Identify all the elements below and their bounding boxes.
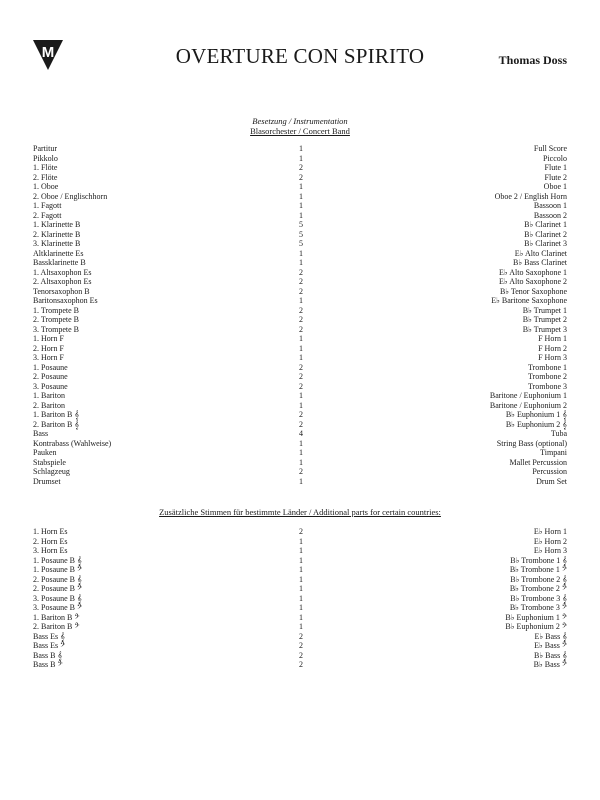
- part-name-english: F Horn 2: [538, 343, 567, 353]
- part-row: [33, 325, 567, 335]
- part-name-german: 3. Trompete B: [33, 324, 80, 334]
- part-name-english: Mallet Percussion: [509, 457, 567, 467]
- part-row: [33, 287, 567, 297]
- part-row: [33, 477, 567, 487]
- part-name-german: 1. Horn F: [33, 334, 64, 343]
- part-name-german: 2. Oboe / Englischhorn: [33, 191, 108, 201]
- part-count: 1: [299, 296, 303, 305]
- part-name-english: B♭ Clarinet 2: [524, 229, 567, 239]
- part-row: [33, 144, 567, 154]
- part-count: 2: [299, 660, 303, 669]
- part-count: 1: [299, 153, 303, 163]
- part-row: [33, 410, 567, 420]
- part-name-german: 1. Posaune: [33, 362, 68, 372]
- part-count: 1: [299, 574, 303, 584]
- part-count: 1: [299, 191, 303, 201]
- part-count: 2: [299, 277, 303, 286]
- part-name-german: 2. Posaune: [33, 372, 68, 381]
- part-name-english: E♭ Alto Saxophone 2: [499, 277, 567, 286]
- part-count: 2: [299, 381, 303, 391]
- composer-name: Thomas Doss: [498, 53, 567, 67]
- additional-parts-list: [33, 527, 567, 670]
- part-row: [33, 220, 567, 230]
- part-name-german: Drumset: [33, 476, 61, 486]
- additional-parts-caption: Zusätzliche Stimmen für bestimmte Länder / Additional parts for certain countries:: [159, 507, 441, 517]
- part-row: [33, 201, 567, 211]
- part-name-german: 2. Fagott: [33, 210, 62, 220]
- part-name-german: Schlagzeug: [33, 467, 70, 476]
- part-count: 1: [299, 565, 303, 574]
- part-name-german: Bassklarinette B: [33, 258, 86, 267]
- part-name-english: Bassoon 2: [533, 210, 567, 220]
- part-row: [33, 660, 567, 670]
- part-count: 1: [299, 622, 303, 631]
- part-row: [33, 382, 567, 392]
- part-row: [33, 372, 567, 382]
- part-row: [33, 277, 567, 287]
- part-row: [33, 315, 567, 325]
- part-count: 1: [299, 546, 303, 555]
- part-name-english: Piccolo: [543, 153, 567, 163]
- part-count: 1: [299, 258, 303, 267]
- part-count: 1: [299, 603, 303, 612]
- part-name-english: B♭ Tenor Saxophone: [499, 286, 567, 296]
- part-name-german: 2. Posaune B 𝄢: [33, 584, 83, 593]
- part-name-german: 1. Posaune B 𝄞: [33, 555, 82, 565]
- part-name-german: 1. Klarinette B: [33, 220, 81, 229]
- part-name-english: B♭ Bass 𝄞: [534, 650, 567, 660]
- part-name-english: Drum Set: [536, 476, 567, 486]
- instrumentation-caption: Besetzung / Instrumentation: [252, 116, 348, 126]
- part-name-english: B♭ Trombone 2 𝄢: [509, 584, 567, 593]
- part-name-english: E♭ Baritone Saxophone: [491, 296, 567, 305]
- part-name-german: Partitur: [33, 144, 57, 153]
- part-name-english: E♭ Bass 𝄞: [534, 631, 567, 641]
- part-name-german: 3. Horn Es: [33, 546, 68, 555]
- part-name-german: 3. Horn F: [33, 353, 64, 362]
- part-name-english: Timpani: [540, 448, 567, 457]
- part-row: [33, 420, 567, 430]
- part-name-german: 1. Posaune B 𝄢: [33, 565, 83, 574]
- part-count: 2: [299, 163, 303, 172]
- part-row: [33, 458, 567, 468]
- part-count: 1: [299, 353, 303, 362]
- part-name-german: 1. Oboe: [33, 182, 59, 191]
- part-row: [33, 344, 567, 354]
- part-row: [33, 211, 567, 221]
- part-name-english: B♭ Trumpet 2: [522, 315, 567, 324]
- part-name-german: Bass Es 𝄞: [33, 631, 65, 641]
- part-name-german: Pikkolo: [33, 153, 58, 163]
- part-name-english: E♭ Alto Saxophone 1: [499, 267, 567, 277]
- part-count: 1: [299, 476, 303, 486]
- part-count: 1: [299, 343, 303, 353]
- part-name-german: 1. Horn Es: [33, 527, 68, 536]
- part-name-german: 2. Bariton B 𝄞: [33, 419, 80, 429]
- part-name-english: B♭ Trombone 1 𝄞: [510, 555, 567, 565]
- part-count: 1: [299, 248, 303, 258]
- part-name-english: Tuba: [550, 429, 567, 438]
- part-count: 1: [299, 144, 303, 153]
- part-name-german: 1. Trompete B: [33, 305, 80, 315]
- part-row: [33, 173, 567, 183]
- part-name-german: 1. Bariton: [33, 391, 65, 400]
- part-name-german: Kontrabass (Wahlweise): [33, 438, 112, 448]
- part-name-german: Stabspiele: [33, 457, 66, 467]
- part-name-german: 3. Posaune B 𝄞: [33, 593, 82, 603]
- part-count: 2: [299, 324, 303, 334]
- part-count: 2: [299, 650, 303, 660]
- part-name-german: 2. Horn F: [33, 343, 64, 353]
- part-name-english: B♭ Trombone 3 𝄞: [510, 593, 567, 603]
- part-count: 5: [299, 220, 303, 229]
- part-row: [33, 575, 567, 585]
- part-row: [33, 594, 567, 604]
- part-count: 5: [299, 239, 303, 248]
- part-row: [33, 622, 567, 632]
- part-count: 2: [299, 267, 303, 277]
- part-name-english: Oboe 2 / English Horn: [494, 191, 567, 201]
- page-title: OVERTURE CON SPIRITO: [175, 44, 425, 68]
- part-name-english: Bassoon 1: [533, 201, 567, 210]
- part-name-english: Percussion: [532, 467, 567, 476]
- part-count: 2: [299, 467, 303, 476]
- part-count: 2: [299, 172, 303, 182]
- part-row: [33, 632, 567, 642]
- part-row: [33, 249, 567, 259]
- part-count: 1: [299, 612, 303, 622]
- part-row: [33, 353, 567, 363]
- part-count: 1: [299, 457, 303, 467]
- part-count: 2: [299, 631, 303, 641]
- part-name-german: 2. Bariton B 𝄢: [33, 622, 80, 631]
- part-name-english: B♭ Trumpet 1: [522, 305, 567, 315]
- part-name-english: B♭ Bass Clarinet: [513, 258, 567, 267]
- part-name-german: Bass: [33, 429, 49, 438]
- part-count: 2: [299, 527, 303, 536]
- part-row: [33, 401, 567, 411]
- part-name-german: Baritonsaxophon Es: [33, 296, 98, 305]
- part-count: 2: [299, 315, 303, 324]
- part-name-german: 1. Fagott: [33, 201, 62, 210]
- part-row: [33, 603, 567, 613]
- part-name-german: 3. Posaune: [33, 381, 68, 391]
- part-name-english: B♭ Trombone 3 𝄢: [509, 603, 567, 612]
- part-name-english: E♭ Horn 3: [533, 546, 567, 555]
- part-row: [33, 527, 567, 537]
- part-count: 1: [299, 536, 303, 546]
- part-row: [33, 546, 567, 556]
- part-name-english: B♭ Clarinet 3: [524, 239, 567, 248]
- part-row: [33, 556, 567, 566]
- part-row: [33, 154, 567, 164]
- part-name-english: B♭ Trombone 1 𝄢: [509, 565, 567, 574]
- part-name-english: B♭ Bass 𝄢: [533, 660, 567, 669]
- part-count: 1: [299, 182, 303, 191]
- part-count: 4: [299, 429, 303, 438]
- ensemble-caption: Blasorchester / Concert Band: [250, 126, 350, 136]
- part-count: 1: [299, 400, 303, 410]
- part-row: [33, 391, 567, 401]
- part-count: 1: [299, 593, 303, 603]
- part-name-german: Tenorsaxophon B: [33, 286, 90, 296]
- part-row: [33, 613, 567, 623]
- part-count: 2: [299, 362, 303, 372]
- part-row: [33, 641, 567, 651]
- part-name-english: String Bass (optional): [496, 438, 567, 448]
- part-name-german: 2. Klarinette B: [33, 229, 81, 239]
- part-name-german: 2. Altsaxophon Es: [33, 277, 92, 286]
- part-row: [33, 565, 567, 575]
- part-name-german: Bass Es 𝄢: [33, 641, 66, 650]
- part-row: [33, 334, 567, 344]
- part-row: [33, 163, 567, 173]
- part-name-english: B♭ Euphonium 2 𝄢: [505, 622, 567, 631]
- part-name-german: Bass B 𝄢: [33, 660, 63, 669]
- part-name-english: F Horn 1: [538, 334, 567, 343]
- part-row: [33, 439, 567, 449]
- part-row: [33, 448, 567, 458]
- part-name-english: B♭ Euphonium 2 𝄞: [505, 419, 567, 429]
- instrumentation-list: [33, 144, 567, 486]
- part-row: [33, 306, 567, 316]
- part-row: [33, 230, 567, 240]
- part-name-english: B♭ Euphonium 1 𝄞: [505, 410, 567, 419]
- part-name-english: E♭ Bass 𝄢: [534, 641, 567, 650]
- part-count: 2: [299, 410, 303, 419]
- part-name-german: Bass B 𝄞: [33, 650, 63, 660]
- part-name-english: Flute 2: [544, 172, 567, 182]
- part-name-english: F Horn 3: [538, 353, 567, 362]
- part-name-german: 3. Klarinette B: [33, 239, 81, 248]
- part-row: [33, 268, 567, 278]
- part-count: 2: [299, 286, 303, 296]
- part-name-english: E♭ Horn 1: [533, 527, 567, 536]
- part-name-english: Baritone / Euphonium 2: [489, 400, 567, 410]
- part-row: [33, 363, 567, 373]
- part-name-german: 2. Flöte: [33, 172, 58, 182]
- part-name-german: 1. Flöte: [33, 163, 58, 172]
- part-row: [33, 537, 567, 547]
- part-count: 1: [299, 334, 303, 343]
- part-row: [33, 296, 567, 306]
- part-count: 2: [299, 641, 303, 650]
- part-name-english: Oboe 1: [543, 182, 567, 191]
- part-row: [33, 258, 567, 268]
- part-row: [33, 584, 567, 594]
- part-count: 2: [299, 372, 303, 381]
- part-name-english: Baritone / Euphonium 1: [489, 391, 567, 400]
- part-name-german: 1. Bariton B 𝄢: [33, 612, 80, 622]
- part-name-english: B♭ Clarinet 1: [524, 220, 567, 229]
- part-name-english: Trombone 1: [527, 362, 567, 372]
- part-count: 1: [299, 438, 303, 448]
- part-name-german: 2. Horn Es: [33, 536, 68, 546]
- part-count: 2: [299, 419, 303, 429]
- part-name-english: B♭ Trombone 2 𝄞: [510, 574, 567, 584]
- part-name-english: Trombone 2: [527, 372, 567, 381]
- part-name-german: 1. Altsaxophon Es: [33, 267, 92, 277]
- part-name-english: E♭ Horn 2: [533, 536, 567, 546]
- part-name-german: 2. Trompete B: [33, 315, 80, 324]
- part-count: 1: [299, 555, 303, 565]
- part-count: 1: [299, 210, 303, 220]
- part-name-english: E♭ Alto Clarinet: [514, 248, 567, 258]
- part-count: 1: [299, 391, 303, 400]
- part-row: [33, 429, 567, 439]
- part-row: [33, 192, 567, 202]
- part-name-english: Full Score: [533, 144, 567, 153]
- part-count: 2: [299, 305, 303, 315]
- part-name-german: 2. Posaune B 𝄞: [33, 574, 82, 584]
- part-count: 5: [299, 229, 303, 239]
- part-name-german: 2. Bariton: [33, 400, 65, 410]
- part-name-english: B♭ Trumpet 3: [522, 324, 567, 334]
- logo-letter: M: [41, 44, 55, 61]
- part-row: [33, 467, 567, 477]
- part-count: 1: [299, 448, 303, 457]
- part-name-english: Flute 1: [544, 163, 567, 172]
- part-name-german: Altklarinette Es: [33, 248, 84, 258]
- part-name-german: 3. Posaune B 𝄢: [33, 603, 83, 612]
- part-name-english: B♭ Euphonium 1 𝄢: [505, 612, 567, 622]
- part-name-german: 1. Bariton B 𝄞: [33, 410, 80, 419]
- part-row: [33, 651, 567, 661]
- part-name-english: Trombone 3: [527, 381, 567, 391]
- part-count: 1: [299, 584, 303, 593]
- part-name-german: Pauken: [33, 448, 57, 457]
- part-row: [33, 239, 567, 249]
- part-row: [33, 182, 567, 192]
- part-count: 1: [299, 201, 303, 210]
